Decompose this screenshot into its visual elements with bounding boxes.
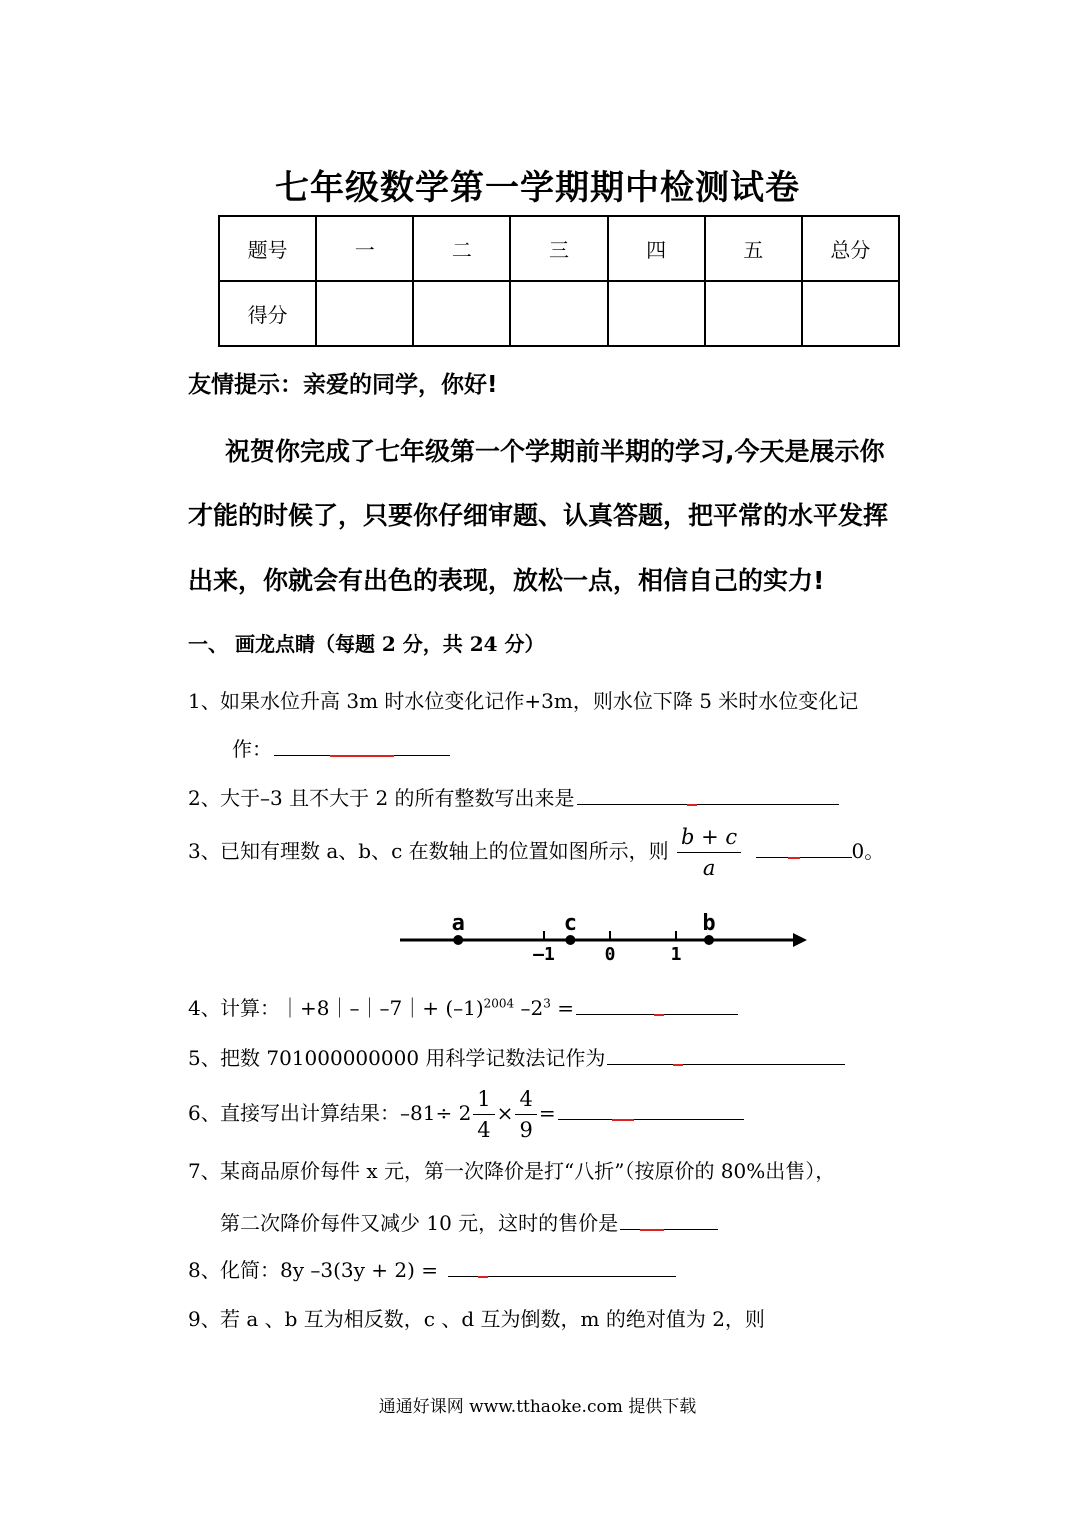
score-entry-cell[interactable]	[802, 281, 899, 346]
number-line-tick-label: –1	[533, 944, 555, 965]
question-number: 1、	[188, 689, 221, 713]
answer-blank[interactable]	[576, 1013, 738, 1015]
question-text: 已知有理数 a、b、c 在数轴上的位置如图所示，则	[220, 839, 669, 863]
question-text: 某商品原价每件 x 元，第一次降价是打“八折”（按原价的 80%出售），	[220, 1159, 836, 1183]
question-7	[188, 1155, 835, 1184]
number-line-point	[453, 935, 463, 945]
tip-line: 才能的时候了，只要你仔细审题、认真答题，把平常的水平发挥	[188, 501, 889, 530]
number-line-point-label: a	[451, 911, 465, 936]
question-number: 7、	[188, 1159, 221, 1183]
question-8	[188, 1254, 676, 1283]
question-number: 9、	[188, 1307, 221, 1331]
question-9	[188, 1303, 765, 1332]
number-line-tick-label: 0	[604, 944, 616, 965]
question-text: =	[550, 996, 575, 1020]
number-line-point	[704, 935, 714, 945]
question-2	[188, 782, 839, 811]
question-text: =	[538, 1101, 556, 1125]
question-text: 计算：｜+8｜–｜–7｜+ (–1)	[220, 996, 484, 1020]
arrow-right-icon	[793, 933, 807, 947]
question-number: 5、	[188, 1046, 221, 1070]
question-6	[188, 1084, 744, 1145]
question-text: 如果水位升高 3m 时水位变化记作+3m，则水位下降 5 米时水位变化记	[220, 689, 859, 713]
question-7-cont	[220, 1207, 718, 1236]
question-number: 3、	[188, 839, 221, 863]
number-line-point-label: b	[702, 911, 716, 936]
question-text: 把数 701000000000 用科学记数法记作为	[220, 1046, 606, 1070]
score-cell: 二	[413, 216, 510, 281]
question-1	[188, 685, 858, 714]
score-cell: 题号	[219, 216, 316, 281]
score-cell: 四	[608, 216, 705, 281]
exponent: 3	[543, 996, 551, 1011]
number-line-point-label: c	[563, 911, 578, 936]
answer-blank[interactable]	[558, 1118, 744, 1120]
question-number: 4、	[188, 996, 221, 1020]
question-number: 8、	[188, 1258, 221, 1282]
fraction: $\frac{1}{4}$	[473, 1084, 494, 1145]
question-5	[188, 1042, 845, 1071]
tip-title: 友情提示：亲爱的同学，你好!	[188, 372, 498, 398]
fraction: $\frac{b + c}{a}$	[677, 822, 741, 883]
question-text: 若 a 、b 互为相反数，c 、d 互为倒数，m 的绝对值为 2，则	[220, 1307, 765, 1331]
score-cell: 总分	[802, 216, 899, 281]
score-entry-cell[interactable]	[608, 281, 705, 346]
score-entry-cell[interactable]	[705, 281, 802, 346]
answer-blank[interactable]	[620, 1228, 718, 1230]
score-entry-cell[interactable]	[316, 281, 413, 346]
score-cell: 三	[510, 216, 607, 281]
score-table-header-row	[219, 216, 899, 281]
score-cell: 五	[705, 216, 802, 281]
question-text: 化简：8y –3(3y + 2) =	[220, 1258, 439, 1282]
question-text: 作：	[232, 737, 272, 761]
question-number: 2、	[188, 786, 221, 810]
score-cell: 一	[316, 216, 413, 281]
tip-line: 祝贺你完成了七年级第一个学期前半期的学习,今天是展示你	[225, 437, 885, 466]
score-table-score-row	[219, 281, 899, 346]
section-heading: 一、 画龙点睛（每题 2 分，共 24 分）	[188, 632, 545, 656]
question-text: 0。	[851, 839, 885, 863]
question-text: 直接写出计算结果：–81÷ 2	[220, 1101, 472, 1125]
page-title: 七年级数学第一学期期中检测试卷	[275, 168, 800, 208]
question-4	[188, 992, 738, 1021]
question-text: 第二次降价每件又减少 10 元，这时的售价是	[220, 1211, 619, 1235]
question-number: 6、	[188, 1101, 221, 1125]
score-entry-cell[interactable]	[413, 281, 510, 346]
answer-blank[interactable]	[274, 754, 450, 756]
answer-blank[interactable]	[448, 1275, 676, 1277]
score-entry-cell[interactable]	[510, 281, 607, 346]
score-table	[218, 215, 900, 347]
number-line-point	[565, 935, 575, 945]
number-line	[395, 905, 815, 965]
question-1-cont	[232, 733, 450, 762]
fraction: $\frac{4}{9}$	[515, 1084, 536, 1145]
question-text: 大于–3 且不大于 2 的所有整数写出来是	[220, 786, 575, 810]
answer-blank[interactable]	[756, 856, 852, 858]
times-symbol: ×	[496, 1101, 514, 1125]
answer-blank[interactable]	[607, 1063, 845, 1065]
exponent: 2004	[483, 996, 515, 1011]
question-3	[188, 822, 884, 883]
number-line-tick-label: 1	[670, 944, 682, 965]
footer: 通通好课网 www.tthaoke.com 提供下载	[378, 1397, 697, 1417]
tip-line: 出来，你就会有出色的表现，放松一点，相信自己的实力!	[188, 566, 825, 595]
answer-blank[interactable]	[577, 803, 839, 805]
question-text: –2	[514, 996, 544, 1020]
score-cell: 得分	[219, 281, 316, 346]
